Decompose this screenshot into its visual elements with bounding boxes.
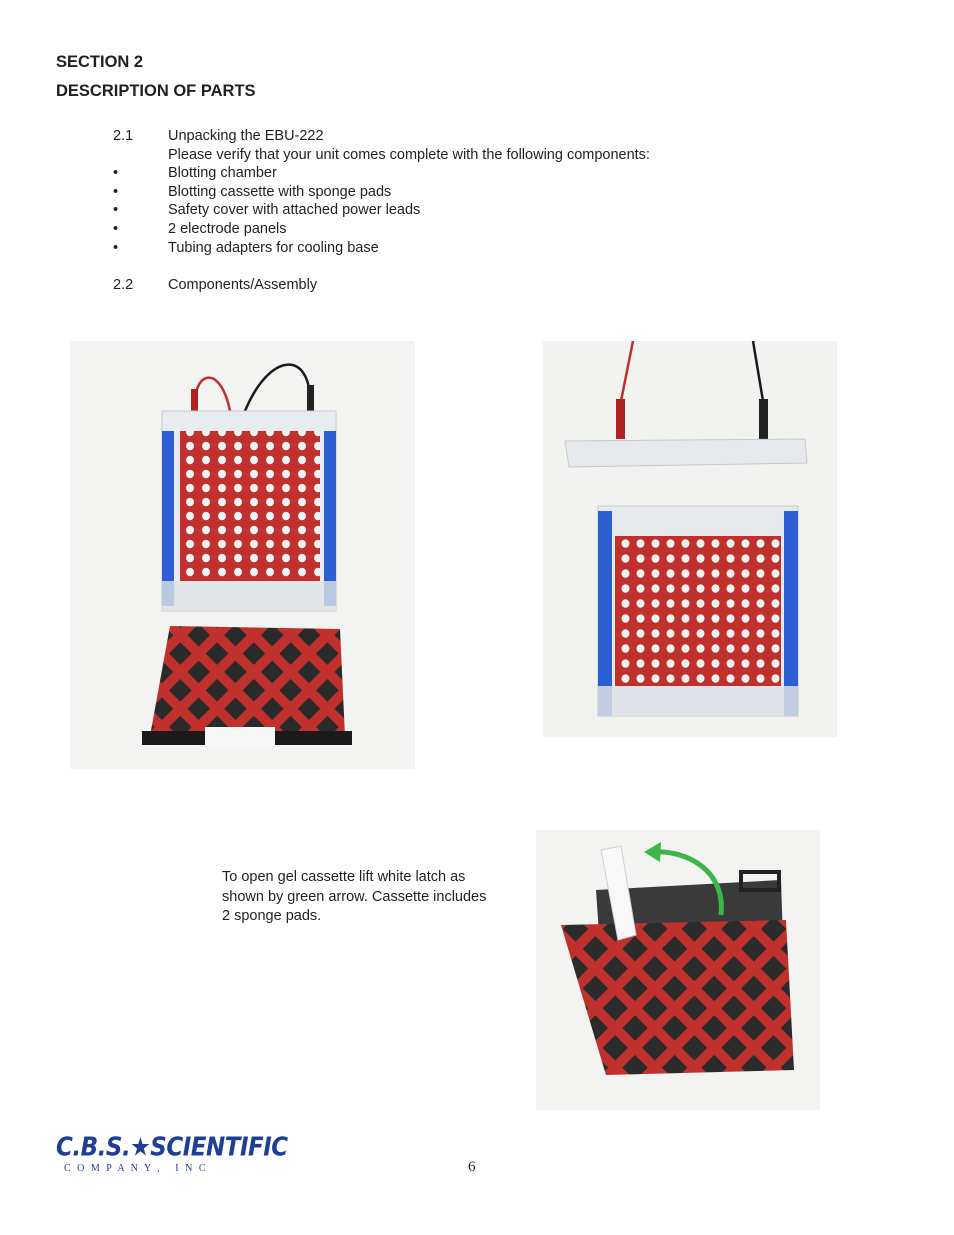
section-title: SECTION 2	[56, 53, 144, 71]
logo-subtitle: C O M P A N Y , I N C	[64, 1163, 208, 1174]
section-subtitle: DESCRIPTION OF PARTS	[56, 82, 256, 100]
caption-line: shown by green arrow. Cassette includes	[222, 888, 487, 905]
photo-open-cassette	[536, 830, 820, 1110]
item-number-2-1: 2.1	[113, 128, 134, 144]
item-number-2-2: 2.2	[113, 277, 134, 293]
component-item: 2 electrode panels	[168, 221, 287, 237]
component-item: Safety cover with attached power leads	[168, 202, 421, 218]
caption-line: To open gel cassette lift white latch as	[222, 869, 466, 885]
photo-chamber-and-cassette	[70, 341, 415, 769]
item-intro: Please verify that your unit comes complete with the following components:	[168, 147, 650, 163]
component-item: Tubing adapters for cooling base	[168, 240, 379, 256]
photo-chamber-with-cover	[543, 341, 837, 737]
bullet: •	[113, 221, 119, 237]
component-item: Blotting cassette with sponge pads	[168, 184, 392, 200]
item-title-assembly: Components/Assembly	[168, 277, 318, 293]
component-item: Blotting chamber	[168, 165, 277, 181]
item-title-unpacking: Unpacking the EBU-222	[168, 128, 324, 144]
bullet: •	[113, 202, 119, 218]
logo-wordmark: C.B.S.★SCIENTIFIC	[56, 1133, 288, 1163]
company-logo	[56, 1133, 288, 1174]
bullet: •	[113, 184, 119, 200]
cassette-caption	[222, 868, 522, 927]
bullet: •	[113, 240, 119, 256]
bullet: •	[113, 165, 119, 181]
page-number: 6	[468, 1159, 476, 1175]
caption-line: 2 sponge pads.	[222, 908, 322, 924]
